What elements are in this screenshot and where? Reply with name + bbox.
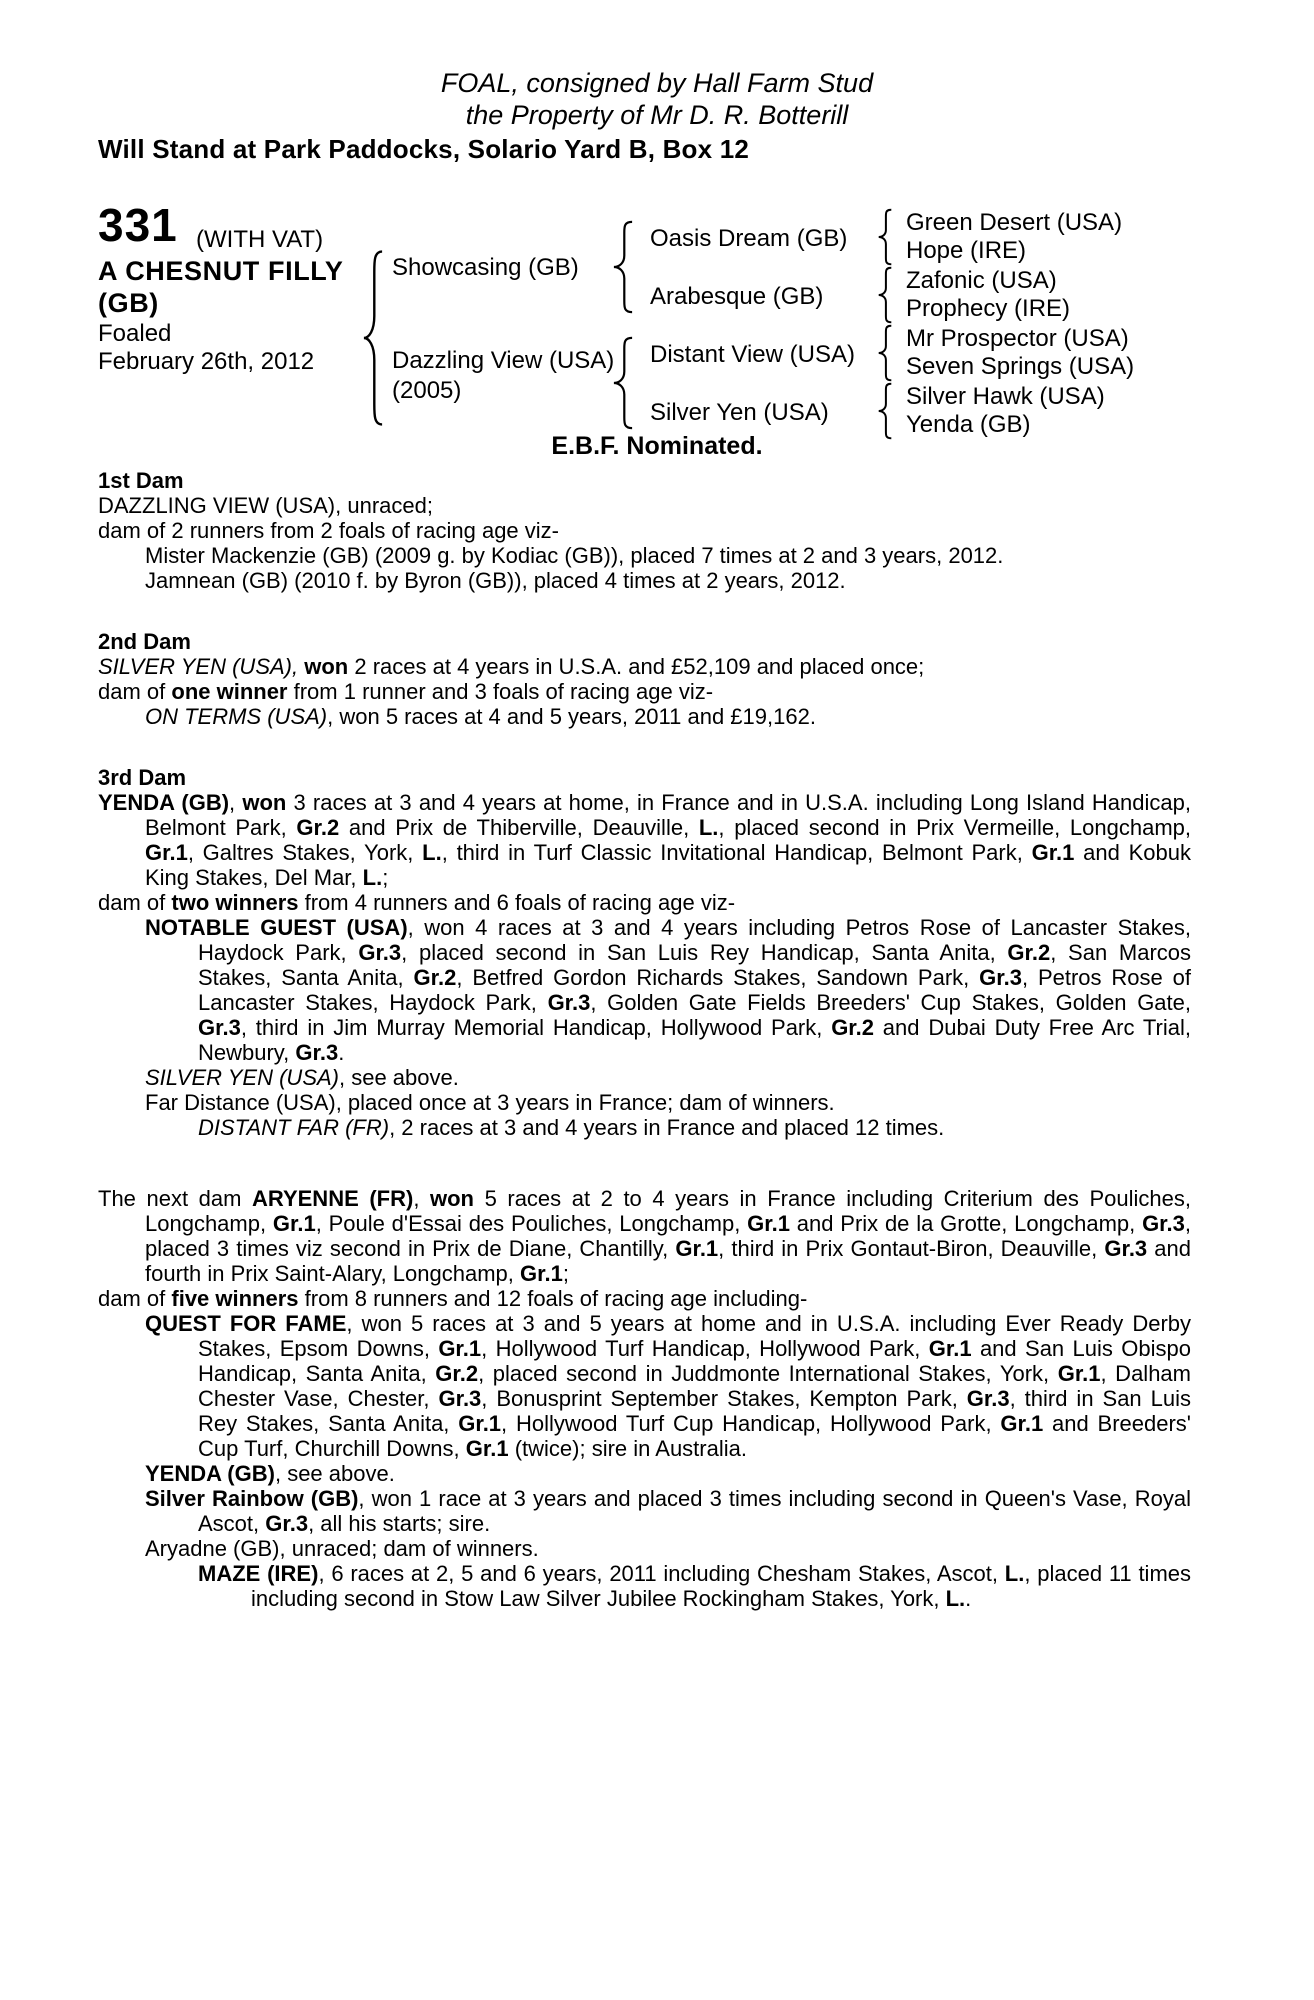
bold-run: Gr.3 [198,1015,241,1040]
great-grandsire-name: Green Desert (USA) [906,209,1123,236]
catalogue-paragraph [98,1115,1191,1140]
lot-number: 331 [98,199,178,251]
text-run: , won 4 races at 3 and 4 years including Petros Rose of Lancaster Stakes, Haydock Park, [198,915,1191,965]
bold-run: Gr.1 [675,1236,719,1261]
italic-run: SILVER YEN (USA), [98,654,299,679]
catalogue-paragraph [98,1286,1191,1311]
bold-run: Gr.2 [435,1361,479,1386]
catalogue-paragraph [98,1486,1191,1536]
dam-section [98,468,1191,593]
bold-run: Gr.2 [296,815,340,840]
text-run: and Breeders' Cup Turf, Churchill Downs, [198,1411,1191,1461]
text-run: , all his starts; sire. [308,1511,491,1536]
bold-run: Gr.3 [438,1386,482,1411]
bold-run: won [430,1186,474,1211]
text-run: , see above. [274,1461,395,1486]
foaled-date: February 26th, 2012 [98,348,315,375]
bold-run: Gr.3 [547,990,591,1015]
text-run: , Poule d'Essai des Pouliches, Longchamp, [315,1211,748,1236]
catalogue-paragraph [98,543,1191,568]
bold-run: L. [362,865,383,890]
text-run: dam of 2 runners from 2 foals of racing age viz- [98,518,559,543]
bold-run: Gr.1 [458,1411,502,1436]
great-granddam-name: Prophecy (IRE) [906,295,1071,322]
bold-run: L. [422,840,442,865]
dam-section-heading: 1st Dam [98,468,184,493]
bold-run: YENDA (GB) [145,1461,275,1486]
text-run: dam of [98,890,172,915]
italic-run: SILVER YEN (USA) [145,1065,339,1090]
horse-name: A CHESNUT FILLY [98,256,344,286]
catalogue-paragraph [98,1536,1191,1561]
text-run: Far Distance (USA), placed once at 3 years in France; dam of winners. [145,1090,835,1115]
text-run: DAZZLING VIEW (USA), unraced; [98,493,433,518]
catalogue-paragraph [98,890,1191,915]
property-line: the Property of Mr D. R. Botterill [465,100,849,130]
text-run: and San Luis Obispo Handicap, Santa Anita, [198,1336,1191,1386]
sire-name: Showcasing (GB) [392,254,579,281]
bold-run: Gr.3 [966,1386,1010,1411]
text-run: Aryadne (GB), unraced; dam of winners. [145,1536,539,1561]
bold-run: won [242,790,287,815]
bold-run: QUEST FOR FAME [145,1311,347,1336]
text-run: Mister Mackenzie (GB) (2009 g. by Kodiac (GB)), placed 7 times at 2 and 3 years, 2012. [145,543,1004,568]
text-run: , placed second in Juddmonte International Stakes, York, [478,1361,1058,1386]
dam-name: Dazzling View (USA) [392,347,615,374]
bold-run: Gr.2 [1007,940,1051,965]
bold-run: Gr.1 [520,1261,563,1286]
brace-icon [360,246,386,430]
bold-run: Gr.3 [295,1040,339,1065]
catalogue-paragraph [98,1561,1191,1611]
great-grandsire-name: Mr Prospector (USA) [906,325,1129,352]
text-run: , Betfred Gordon Richards Stakes, Sandown Park, [456,965,980,990]
text-run: , see above. [339,1065,459,1090]
catalogue-paragraph [98,1461,1191,1486]
bold-run: ARYENNE (FR) [252,1186,414,1211]
text-run: , Bonusprint September Stakes, Kempton Park, [481,1386,967,1411]
catalogue-paragraph [98,518,1191,543]
bold-run: two winners [171,890,299,915]
text-run: ; [562,1261,569,1286]
text-run: dam of [98,679,172,704]
bold-run: NOTABLE GUEST (USA) [145,915,408,940]
text-run: and Prix de la Grotte, Longchamp, [789,1211,1143,1236]
catalogue-paragraph [98,704,1191,729]
italic-run: DISTANT FAR (FR) [198,1115,390,1140]
catalogue-paragraph [98,654,1191,679]
text-run: , won 5 races at 4 and 5 years, 2011 and £19,162. [327,704,816,729]
great-granddam-name: Seven Springs (USA) [906,353,1135,380]
brace-icon [610,335,636,431]
grandsire-name: Distant View (USA) [650,341,855,368]
text-run: , 6 races at 2, 5 and 6 years, 2011 including Chesham Stakes, Ascot, [318,1561,1005,1586]
text-run: , won 5 races at 3 and 5 years at home and in U.S.A. including Ever Ready Derby Stakes, Epsom Downs, [198,1311,1192,1361]
text-run: (twice); sire in Australia. [508,1436,747,1461]
pedigree-text [98,468,1191,1611]
bold-run: Gr.2 [831,1015,874,1040]
text-run: , 2 races at 3 and 4 years in France and placed 12 times. [389,1115,945,1140]
text-run: , placed second in Prix Vermeille, Longchamp, [718,815,1191,840]
text-run: and fourth in Prix Saint-Alary, Longchamp, [145,1236,1191,1286]
horse-country-suffix: (GB) [98,288,159,318]
text-run: from 1 runner and 3 foals of racing age viz- [287,679,714,704]
great-granddam-name: Yenda (GB) [906,411,1031,438]
bold-run: Gr.3 [1104,1236,1148,1261]
bold-run: Gr.1 [145,840,188,865]
text-run: , [229,790,243,815]
ebf-nominated-note: E.B.F. Nominated. [551,432,763,460]
text-run: , third in Jim Murray Memorial Handicap, Hollywood Park, [240,1015,832,1040]
text-run: , Dalham Chester Vase, Chester, [198,1361,1191,1411]
bold-run: Gr.1 [1031,840,1075,865]
text-run: , Hollywood Turf Handicap, Hollywood Park, [481,1336,929,1361]
great-grandsire-name: Silver Hawk (USA) [906,383,1105,410]
catalogue-paragraph [98,1311,1191,1461]
bold-run: Gr.1 [272,1211,316,1236]
bold-run: L. [698,815,719,840]
text-run: and Prix de Thiberville, Deauville, [339,815,699,840]
text-run: The next dam [98,1186,252,1211]
great-grandsire-name: Zafonic (USA) [906,267,1057,294]
bold-run: MAZE (IRE) [198,1561,319,1586]
text-run: 2 races at 4 years in U.S.A. and £52,109 and placed once; [348,654,925,679]
vat-note: (WITH VAT) [196,226,324,253]
text-run: 5 races at 2 to 4 years in France including Criterium des Pouliches, Longchamp, [145,1186,1191,1236]
dam-section-heading: 3rd Dam [98,765,187,790]
text-run: dam of [98,1286,172,1311]
catalogue-paragraph [98,915,1191,1065]
bold-run: Gr.1 [928,1336,972,1361]
text-run: , Galtres Stakes, York, [187,840,423,865]
text-run: , San Marcos Stakes, Santa Anita, [198,940,1191,990]
foaled-label: Foaled [98,320,172,347]
consignment-line: FOAL, consigned by Hall Farm Stud [440,68,874,98]
text-run: , third in Turf Classic Invitational Handicap, Belmont Park, [441,840,1032,865]
bold-run: Gr.3 [1142,1211,1185,1236]
text-run: , third in San Luis Rey Stakes, Santa Anita, [198,1386,1191,1436]
italic-run: ON TERMS (USA) [145,704,328,729]
brace-icon [876,208,894,266]
bold-run: Gr.1 [438,1336,482,1361]
dam-year: (2005) [392,377,462,404]
bold-run: one winner [171,679,288,704]
bold-run: YENDA (GB) [98,790,230,815]
brace-icon [876,324,894,382]
bold-run: Gr.2 [413,965,457,990]
granddam-name: Silver Yen (USA) [650,399,829,426]
catalogue-paragraph [98,1065,1191,1090]
granddam-name: Arabesque (GB) [650,283,824,310]
text-run: ; [382,865,389,890]
text-run: , Petros Rose of Lancaster Stakes, Haydock Park, [198,965,1191,1015]
catalogue-paragraph [98,790,1191,890]
bold-run: Gr.1 [747,1211,790,1236]
bold-run: L. [1004,1561,1025,1586]
bold-run: Silver Rainbow (GB) [145,1486,359,1511]
bold-run: won [304,654,349,679]
dam-section [98,765,1191,1140]
brace-icon [610,219,636,315]
bold-run: Gr.3 [358,940,402,965]
bold-run: Gr.3 [265,1511,309,1536]
text-run: , placed second in San Luis Rey Handicap, Santa Anita, [401,940,1008,965]
text-run: . [338,1040,345,1065]
text-run: , placed 3 times viz second in Prix de Diane, Chantilly, [145,1211,1191,1261]
bold-run: Gr.1 [1057,1361,1101,1386]
great-granddam-name: Hope (IRE) [906,237,1027,264]
text-run: from 4 runners and 6 foals of racing age viz- [298,890,736,915]
bold-run: L. [945,1586,966,1611]
bold-run: five winners [171,1286,299,1311]
brace-icon [876,266,894,324]
catalogue-paragraph [98,1090,1191,1115]
text-run: , [413,1186,430,1211]
catalogue-paragraph [98,1186,1191,1286]
catalogue-paragraph [98,679,1191,704]
text-run: , third in Prix Gontaut-Biron, Deauville, [718,1236,1105,1261]
text-run: 3 races at 3 and 4 years at home, in France and in U.S.A. including Long Island Handicap, Belmont Park, [145,790,1191,840]
text-run: , Golden Gate Fields Breeders' Cup Stakes, Golden Gate, [590,990,1192,1015]
dam-section-heading: 2nd Dam [98,629,191,654]
text-run: , won 1 race at 3 years and placed 3 times including second in Queen's Vase, Royal Ascot, [198,1486,1191,1536]
grandsire-name: Oasis Dream (GB) [650,225,848,252]
text-run: , Hollywood Turf Cup Handicap, Hollywood Park, [501,1411,1001,1436]
bold-run: Gr.1 [1000,1411,1044,1436]
text-run: and Kobuk King Stakes, Del Mar, [145,840,1191,890]
text-run: . [965,1586,972,1611]
dam-section [98,1186,1191,1611]
bold-run: Gr.1 [465,1436,509,1461]
text-run: Jamnean (GB) (2010 f. by Byron (GB)), placed 4 times at 2 years, 2012. [145,568,846,593]
catalogue-paragraph [98,568,1191,593]
text-run: from 8 runners and 12 foals of racing age including- [298,1286,808,1311]
text-run: , placed 11 times including second in Stow Law Silver Jubilee Rockingham Stakes, York, [251,1561,1192,1611]
stand-location-line: Will Stand at Park Paddocks, Solario Yard B, Box 12 [98,134,750,164]
dam-section [98,629,1191,729]
catalogue-paragraph [98,493,1191,518]
text-run: and Dubai Duty Free Arc Trial, Newbury, [198,1015,1191,1065]
bold-run: Gr.3 [979,965,1022,990]
